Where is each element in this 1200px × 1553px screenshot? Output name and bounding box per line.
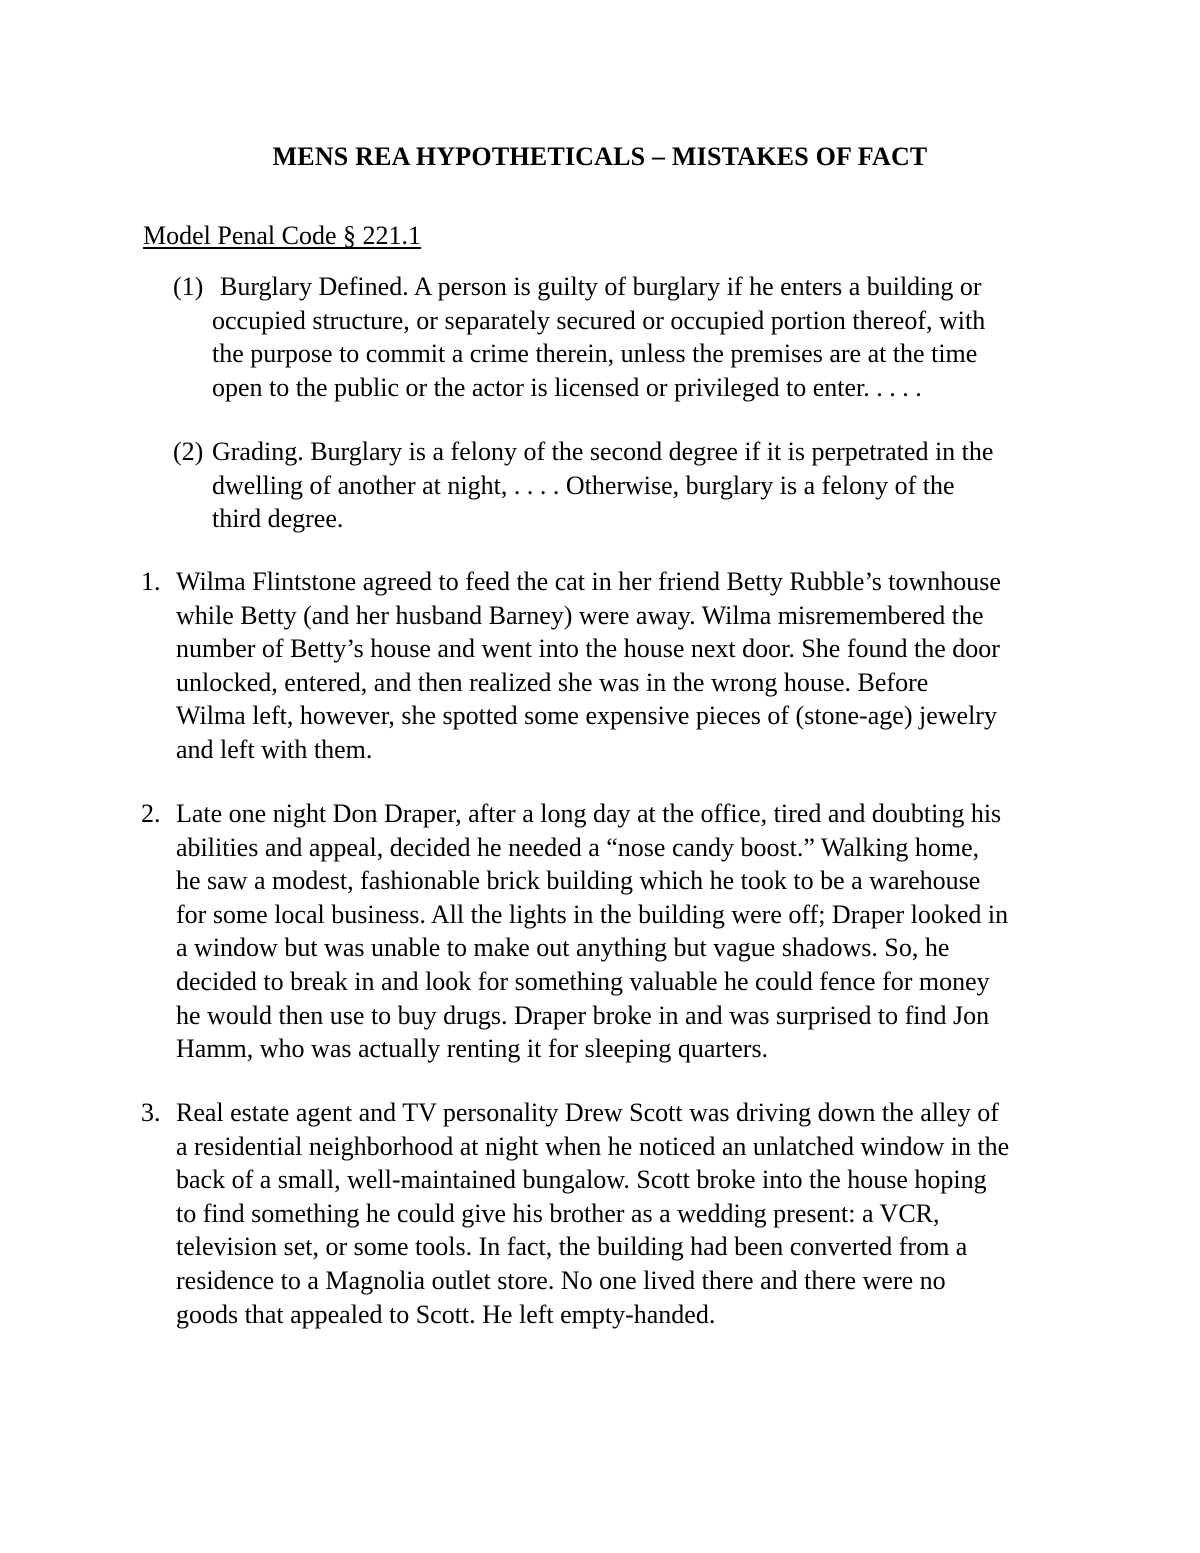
hypothetical-2 xyxy=(141,797,1009,1066)
hypothetical-line: back of a small, well-maintained bungalow. Scott broke into the house hoping xyxy=(176,1165,987,1195)
hypothetical-line: Hamm, who was actually renting it for sleeping quarters. xyxy=(176,1034,769,1064)
hypothetical-line: Wilma Flintstone agreed to feed the cat in her friend Betty Rubble’s townhouse xyxy=(176,567,1001,596)
subsection-line: Grading. Burglary is a felony of the second degree if it is perpetrated in the xyxy=(212,437,994,466)
subsection-line: occupied structure, or separately secured or occupied portion thereof, with xyxy=(212,305,986,335)
hypothetical-3 xyxy=(141,1096,1010,1331)
hypothetical-line: he saw a modest, fashionable brick building which he took to be a warehouse xyxy=(176,866,981,896)
hypothetical-line: goods that appealed to Scott. He left empty-handed. xyxy=(176,1299,716,1329)
hypothetical-line: he would then use to buy drugs. Draper broke in and was surprised to find Jon xyxy=(176,1000,990,1030)
hypothetical-line: television set, or some tools. In fact, the building had been converted from a xyxy=(176,1232,968,1262)
hypothetical-line: a residential neighborhood at night when he noticed an unlatched window in the xyxy=(176,1131,1010,1161)
subsection-line: Burglary Defined. A person is guilty of burglary if he enters a building or xyxy=(220,272,982,301)
hypothetical-number: 1. xyxy=(141,567,161,596)
hypothetical-line: unlocked, entered, and then realized she was in the wrong house. Before xyxy=(176,667,929,697)
subsection-line: open to the public or the actor is licensed or privileged to enter. . . . . xyxy=(212,372,922,402)
hypothetical-line: for some local business. All the lights in the building were off; Draper looked in xyxy=(176,899,1009,929)
document-title: MENS REA HYPOTHETICALS – MISTAKES OF FACT xyxy=(272,142,928,171)
statute-subsection-1 xyxy=(173,270,986,404)
hypothetical-1 xyxy=(141,565,1001,767)
subsection-marker: (1) xyxy=(173,272,204,301)
hypothetical-line: to find something he could give his brother as a wedding present: a VCR, xyxy=(176,1198,940,1228)
hypothetical-line: and left with them. xyxy=(176,734,373,764)
hypothetical-number: 2. xyxy=(141,799,161,828)
hypothetical-line: while Betty (and her husband Barney) were away. Wilma misremembered the xyxy=(176,600,984,630)
subsection-marker: (2) xyxy=(173,437,204,466)
hypothetical-line: residence to a Magnolia outlet store. No one lived there and there were no xyxy=(176,1265,946,1295)
hypothetical-line: decided to break in and look for something valuable he could fence for money xyxy=(176,966,990,996)
hypothetical-line: Real estate agent and TV personality Drew Scott was driving down the alley of xyxy=(176,1098,999,1127)
subsection-line: the purpose to commit a crime therein, unless the premises are at the time xyxy=(212,339,978,369)
hypothetical-line: Wilma left, however, she spotted some expensive pieces of (stone-age) jewelry xyxy=(176,701,997,731)
hypothetical-line: a window but was unable to make out anything but vague shadows. So, he xyxy=(176,933,950,963)
hypothetical-number: 3. xyxy=(141,1098,161,1127)
statute-subsection-2 xyxy=(173,435,994,536)
statute-heading: Model Penal Code § 221.1 xyxy=(143,221,422,250)
hypothetical-line: abilities and appeal, decided he needed a “nose candy boost.” Walking home, xyxy=(176,832,980,862)
subsection-line: dwelling of another at night, . . . . Otherwise, burglary is a felony of the xyxy=(212,470,955,500)
subsection-line: third degree. xyxy=(212,504,344,534)
hypothetical-line: number of Betty’s house and went into the house next door. She found the door xyxy=(176,634,1000,664)
hypothetical-line: Late one night Don Draper, after a long day at the office, tired and doubting his xyxy=(176,799,1002,828)
